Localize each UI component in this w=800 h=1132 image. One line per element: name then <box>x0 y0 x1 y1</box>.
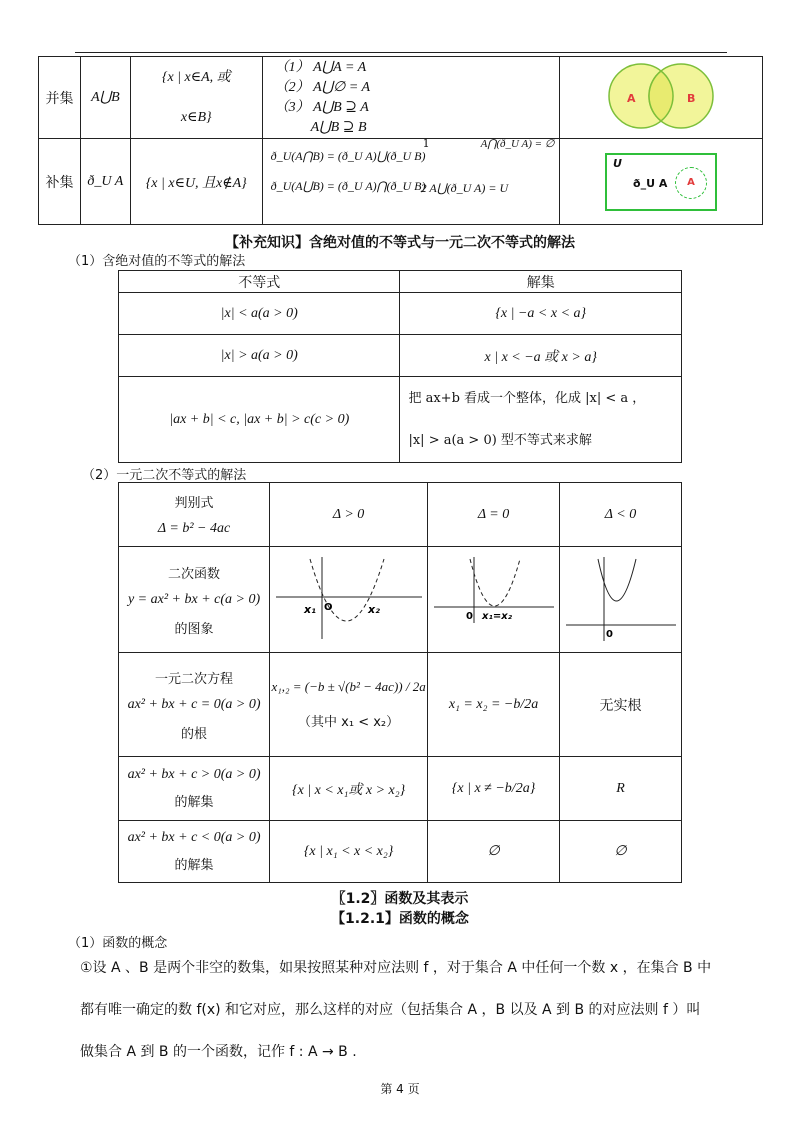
union-name: 并集 <box>39 57 81 139</box>
abs-row3-sol-line1: 把 ax+b 看成一个整体，化成 |x| < a ， <box>408 390 646 406</box>
func-row-l3: 的图象 <box>174 621 214 637</box>
union-def-line2: x∈B} <box>180 109 212 125</box>
roots-double: x₁ = x₂ = −b/2a <box>428 653 560 757</box>
gt-sol-2: {x | x ≠ −b/2a} <box>428 757 560 821</box>
lt-row-l2: 的解集 <box>174 858 214 873</box>
union-symbol: A⋃B <box>80 57 130 139</box>
roots-none: 无实根 <box>560 653 682 757</box>
section-1-2-title: 〖1.2〗函数及其表示 <box>331 891 469 907</box>
lt-row-l1: ax² + bx + c < 0(a > 0) <box>127 830 261 845</box>
gt-sol-1: {x | x < x₁或 x > x₂} <box>270 757 428 821</box>
graph2-x12: x₁=x₂ <box>481 610 512 622</box>
union-prop-1: （1） A⋃A = A <box>274 59 367 75</box>
complement-symbol: ð_U A <box>80 139 130 225</box>
graph2-origin: 0 <box>465 610 473 622</box>
abs-section-title: （1）含绝对值的不等式的解法 <box>68 254 246 269</box>
func-row-l2: y = ax² + bx + c(a > 0) <box>127 591 261 607</box>
concept-line-3: 做集合 A 到 B 的一个函数，记作 f : A → B . <box>80 1044 357 1060</box>
roots-note: （其中 x₁ < x₂） <box>298 715 400 730</box>
lt-sol-2: ∅ <box>428 821 560 883</box>
complement-prop-4: 2 A⋃(ð_U A) = U <box>420 181 509 195</box>
concept-title: （1）函数的概念 <box>68 936 168 951</box>
func-row-l1: 二次函数 <box>168 566 221 582</box>
graph-double-root <box>432 553 556 643</box>
gt-row-l1: ax² + bx + c > 0(a > 0) <box>127 767 261 782</box>
gt-sol-3: R <box>560 757 682 821</box>
abs-table <box>118 270 682 463</box>
top-rule <box>75 52 727 53</box>
complement-box-label: ð_U A <box>633 176 668 190</box>
gt-row-l2: 的解集 <box>174 795 214 810</box>
graph1-origin: O <box>323 601 333 613</box>
complement-num-1: 1 <box>422 137 430 150</box>
complement-prop-1: ð_U(A⋂B) = (ð_U A)⋃(ð_U B) <box>270 149 426 163</box>
complement-def: {x | x∈U, 且x∉A} <box>130 139 262 225</box>
section-1-2-1-title: 【1.2.1】函数的概念 <box>331 911 469 927</box>
abs-row1-ineq: |x| < a(a > 0) <box>119 293 400 335</box>
col-disc-zero: Δ = 0 <box>428 483 560 547</box>
disc-formula: Δ = b² − 4ac <box>157 521 231 536</box>
union-def-line1: {x | x∈A, 或 <box>161 69 231 85</box>
abs-header-ineq: 不等式 <box>119 271 400 293</box>
col-disc-pos: Δ > 0 <box>270 483 428 547</box>
graph-no-root <box>564 553 678 643</box>
quad-table <box>118 482 682 883</box>
complement-diagram-box <box>605 153 717 211</box>
union-prop-4: A⋃B ⊇ B <box>310 119 367 135</box>
union-prop-2: （2） A⋃∅ = A <box>274 79 371 95</box>
graph1-x1: x₁ <box>303 602 316 616</box>
complement-prop-2: ð_U(A⋃B) = (ð_U A)⋂(ð_U B) <box>270 179 426 193</box>
union-prop-3: （3） A⋃B ⊇ A <box>274 99 369 115</box>
eq-row-l3: 的根 <box>181 726 208 742</box>
lt-sol-3: ∅ <box>560 821 682 883</box>
abs-row3-ineq: |ax + b| < c, |ax + b| > c(c > 0) <box>119 377 400 463</box>
abs-row2-ineq: |x| > a(a > 0) <box>119 335 400 377</box>
supplement-title: 【补充知识】含绝对值的不等式与一元二次不等式的解法 <box>225 235 575 251</box>
graph2-parabola <box>470 559 520 606</box>
disc-label: 判别式 <box>174 496 214 511</box>
quad-section-title: （2）一元二次不等式的解法 <box>82 468 247 483</box>
graph-two-roots <box>274 553 424 643</box>
abs-row1-sol: {x | −a < x < a} <box>400 293 682 335</box>
page-footer: 第 4 页 <box>380 1082 420 1096</box>
graph1-x2: x₂ <box>367 602 380 616</box>
lt-sol-1: {x | x₁ < x < x₂} <box>270 821 428 883</box>
venn-label-a: A <box>627 91 636 105</box>
abs-row3-sol-line2: |x| > a(a > 0) 型不等式来求解 <box>408 432 592 448</box>
abs-row2-sol: x | x < −a 或 x > a} <box>400 335 682 377</box>
venn-diagram <box>591 59 731 133</box>
eq-row-l1: 一元二次方程 <box>155 671 234 687</box>
concept-line-2: 都有唯一确定的数 f(x) 和它对应，那么这样的对应（包括集合 A ，B 以及 A 到 B 的对应法则 f ）叫 <box>80 1002 701 1018</box>
set-table <box>38 56 763 225</box>
complement-circle-a: A <box>675 167 707 199</box>
concept-line-1: ①设 A 、B 是两个非空的数集，如果按照某种对应法则 f ，对于集合 A 中任何一个数 x ，在集合 B 中 <box>80 960 712 976</box>
venn-label-b: B <box>687 91 696 105</box>
complement-prop-3: A⋂(ð_U A) = ∅ <box>480 138 555 150</box>
graph3-origin: 0 <box>605 628 613 640</box>
eq-row-l2: ax² + bx + c = 0(a > 0) <box>127 696 261 712</box>
abs-header-sol: 解集 <box>400 271 682 293</box>
complement-name: 补集 <box>39 139 81 225</box>
complement-box-u: U <box>613 156 622 170</box>
col-disc-neg: Δ < 0 <box>560 483 682 547</box>
roots-formula: x₁,₂ = (−b ± √(b² − 4ac)) / 2a <box>271 679 426 694</box>
